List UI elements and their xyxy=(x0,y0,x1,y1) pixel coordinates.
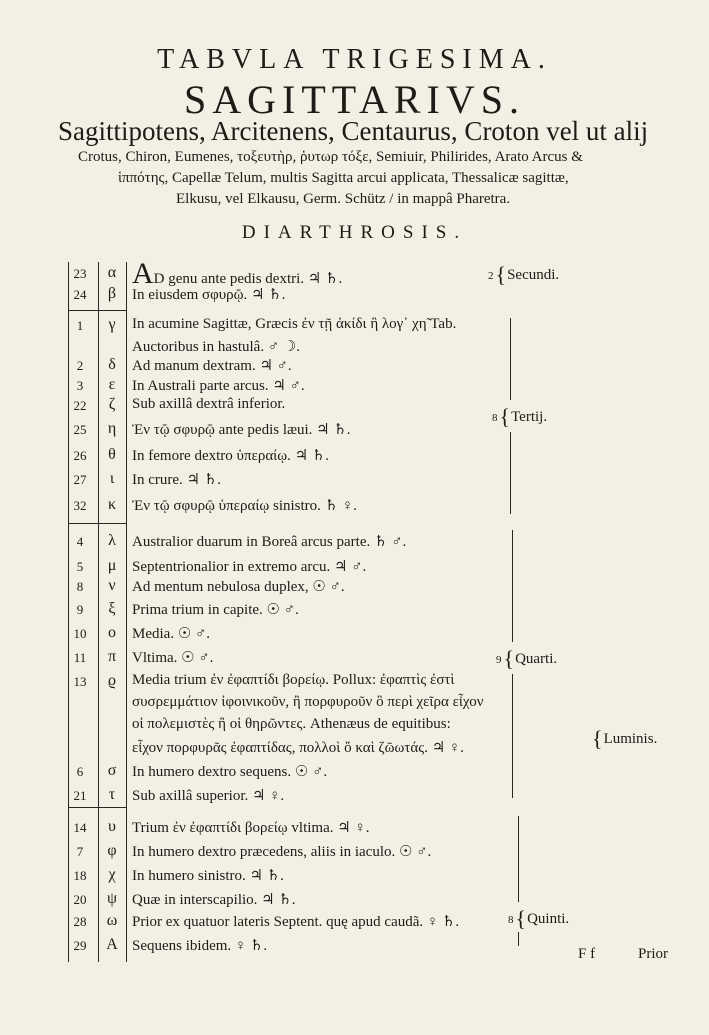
catalog-number: 11 xyxy=(73,650,87,665)
catalog-number: 3 xyxy=(76,378,84,393)
group-label: Quinti. xyxy=(527,911,570,927)
catalog-number: 21 xyxy=(73,788,87,803)
section-heading: DIARTHROSIS. xyxy=(241,222,468,243)
bracket-quinti-top xyxy=(518,816,523,902)
description-text: Australior duarum in Boreâ arcus parte. ♄ ♂. xyxy=(132,534,407,550)
bracket-quarti-top xyxy=(512,530,517,642)
group-label: Secundi. xyxy=(507,267,560,283)
star-description xyxy=(132,672,454,689)
bracket-quinti-bottom xyxy=(518,932,523,946)
group-quarti xyxy=(496,646,557,672)
catalog-number: 4 xyxy=(76,534,84,549)
catalog-number: 5 xyxy=(76,559,84,574)
star-letter: μ xyxy=(107,557,117,574)
star-letter: ε xyxy=(108,376,116,393)
star-letter: χ xyxy=(108,866,116,883)
star-letter: φ xyxy=(107,842,117,859)
group-tertij xyxy=(492,404,547,430)
star-description xyxy=(132,818,369,837)
catalog-number: 32 xyxy=(73,498,87,513)
description-text: Trium ἐν ἐφαπτίδι βορείῳ vltima. ♃ ♀. xyxy=(132,820,370,836)
star-letter: ϱ xyxy=(107,672,117,689)
star-description xyxy=(132,786,284,805)
description-text: Vltima. ☉ ♂. xyxy=(132,650,214,666)
catalog-number: 8 xyxy=(76,579,84,594)
star-letter: θ xyxy=(108,446,116,463)
catalog-number: 14 xyxy=(73,820,87,835)
star-letter: ν xyxy=(108,577,116,594)
bracket-tertij-bottom xyxy=(510,432,515,514)
synonyms-line-2: Crotus, Chiron, Eumenes, τοξευτὴρ, ῥυτωρ τόξε, Semiuir, Philirides, Arato Arcus & xyxy=(78,149,583,165)
catalog-number: 20 xyxy=(73,892,87,907)
star-description xyxy=(132,532,406,551)
description-text: Ἐν τῷ σφυρῷ ὑπεραίῳ sinistro. ♄ ♀. xyxy=(132,498,357,514)
star-letter: υ xyxy=(108,818,116,835)
star-description xyxy=(132,624,210,643)
star-description xyxy=(132,496,357,515)
description-text: Septentrionalior in extremo arcu. ♃ ♂. xyxy=(132,559,367,575)
group-label: Tertij. xyxy=(511,409,548,425)
star-description xyxy=(132,337,300,356)
star-letter: σ xyxy=(107,762,117,779)
description-text: In humero dextro sequens. ☉ ♂. xyxy=(132,764,328,780)
star-letter: λ xyxy=(108,532,116,549)
star-letter: η xyxy=(107,420,117,437)
description-text: In Australi parte arcus. ♃ ♂. xyxy=(132,378,305,394)
description-text: Auctoribus in hastulâ. ♂ ☽. xyxy=(132,339,301,355)
catalog-number: 9 xyxy=(76,602,84,617)
star-letter: ξ xyxy=(108,600,116,617)
catalog-number: 23 xyxy=(73,266,87,281)
star-letter: α xyxy=(107,264,117,281)
star-letter: ζ xyxy=(108,396,116,413)
signature-mark: F f xyxy=(578,946,596,962)
star-description xyxy=(132,694,484,711)
star-description xyxy=(132,396,285,413)
description-text: Media. ☉ ♂. xyxy=(132,626,211,642)
star-letter: π xyxy=(107,648,117,665)
star-description xyxy=(132,285,285,304)
catalog-number: 29 xyxy=(73,938,87,953)
star-description xyxy=(132,866,284,885)
catalog-number: 27 xyxy=(73,472,87,487)
table-group-divider-1 xyxy=(68,310,126,311)
star-description xyxy=(132,842,431,861)
star-description xyxy=(132,316,456,333)
star-description xyxy=(132,470,221,489)
group-quinti xyxy=(508,906,569,932)
star-letter: β xyxy=(107,285,117,302)
star-description xyxy=(132,577,345,596)
catalog-number: 13 xyxy=(73,674,87,689)
catchword: Prior xyxy=(638,946,668,962)
description-text: In acumine Sagittæ, Græcis ἐν τῇ ἀκίδι ἣ λογ᾽ χη̃ Tab. xyxy=(132,316,457,332)
synonyms-line-3: ἱππότης, Capellæ Telum, multis Sagitta arcui applicata, Thessalicæ sagittæ, xyxy=(118,170,569,186)
description-text: Ad mentum nebulosa duplex, ☉ ♂. xyxy=(132,579,345,595)
group-secundi xyxy=(488,262,559,288)
table-rule-sym xyxy=(126,262,127,962)
star-description xyxy=(132,446,329,465)
star-letter: ω xyxy=(106,912,118,929)
catalog-number: 25 xyxy=(73,422,87,437)
star-letter: δ xyxy=(108,356,116,373)
luminis-text: Luminis. xyxy=(603,731,658,747)
description-text: Quæ in interscapilio. ♃ ♄. xyxy=(132,892,296,908)
description-text: In humero dextro præcedens, aliis in iaculo. ☉ ♂. xyxy=(132,844,432,860)
curly-brace-icon: { xyxy=(592,726,603,751)
star-description xyxy=(132,648,213,667)
description-text: συσρεμμάτιον ἰφοινικοῦν, ἢ πορφυροῦν ὃ περὶ χεῖρα εἶχον xyxy=(132,694,484,710)
star-description xyxy=(132,912,459,931)
star-description xyxy=(132,420,351,439)
description-text: Ἐν τῷ σφυρῷ ante pedis læui. ♃ ♄. xyxy=(132,422,351,438)
catalog-number: 18 xyxy=(73,868,87,883)
description-text: εἶχον πορφυρᾶς ἐφαπτίδας, πολλοὶ ὅ καὶ ζῶωτάς. ♃ ♀. xyxy=(132,740,464,756)
bracket-tertij-top xyxy=(510,318,515,400)
star-letter: κ xyxy=(107,496,117,513)
catalog-number: 10 xyxy=(73,626,87,641)
table-group-divider-3 xyxy=(68,807,126,808)
description-text: In femore dextro ὑπεραίῳ. ♃ ♄. xyxy=(132,448,329,464)
description-text: In eiusdem σφυρῷ. ♃ ♄. xyxy=(132,287,286,303)
description-text: οἱ πολεμιστὲς ἢ οἱ θηρῶντες. Athenæus de equitibus: xyxy=(132,716,451,732)
curly-brace-icon: { xyxy=(499,404,511,429)
plate-title: TABVLA TRIGESIMA. xyxy=(157,44,552,75)
curly-brace-icon: { xyxy=(495,262,507,287)
group-count: 9 xyxy=(496,654,502,666)
star-description xyxy=(132,890,296,909)
description-text: Sequens ibidem. ♀ ♄. xyxy=(132,938,268,954)
star-description xyxy=(132,738,464,757)
star-description xyxy=(132,600,299,619)
catalog-number: 1 xyxy=(76,318,84,333)
group-count: 2 xyxy=(488,270,494,282)
star-letter: ψ xyxy=(106,890,117,907)
group-count: 8 xyxy=(492,412,498,424)
star-description xyxy=(132,936,267,955)
curly-brace-icon: { xyxy=(503,646,515,671)
star-description xyxy=(132,716,451,733)
constellation-title: SAGITTARIVS. xyxy=(183,77,526,122)
description-text: Sub axillâ superior. ♃ ♀. xyxy=(132,788,285,804)
description-text: Prima trium in capite. ☉ ♂. xyxy=(132,602,299,618)
description-text: Prior ex quatuor lateris Septent. quę apud caudã. ♀ ♄. xyxy=(132,914,460,930)
star-letter: A xyxy=(106,936,118,953)
star-description xyxy=(132,376,305,395)
synonyms-line-4: Elkusu, vel Elkausu, Germ. Schütz / in mappâ Pharetra. xyxy=(176,191,511,207)
description-text: In crure. ♃ ♄. xyxy=(132,472,221,488)
curly-brace-icon: { xyxy=(515,906,527,931)
description-text: Ad manum dextram. ♃ ♂. xyxy=(132,358,292,374)
description-text: Media trium ἐν ἐφαπτίδι βορείῳ. Pollux: ἐφαπτὶς ἐστὶ xyxy=(132,672,455,688)
catalog-number: 24 xyxy=(73,287,87,302)
luminis-label xyxy=(592,726,657,752)
bracket-quarti-bottom xyxy=(512,674,517,798)
catalog-number: 26 xyxy=(73,448,87,463)
catalog-number: 7 xyxy=(76,844,84,859)
catalog-number: 6 xyxy=(76,764,84,779)
catalog-number: 2 xyxy=(76,358,84,373)
star-description xyxy=(132,557,366,576)
description-text: Sub axillâ dextrâ inferior. xyxy=(132,396,286,412)
catalog-number: 28 xyxy=(73,914,87,929)
description-text: In humero sinistro. ♃ ♄. xyxy=(132,868,284,884)
star-letter: ι xyxy=(109,470,115,487)
star-letter: γ xyxy=(108,316,116,333)
drop-capital: A xyxy=(132,257,154,290)
star-description xyxy=(132,356,292,375)
synonyms-line-1: Sagittipotens, Arcitenens, Centaurus, Croton vel ut alij xyxy=(58,116,649,146)
table-group-divider-2 xyxy=(68,523,126,524)
catalog-number: 22 xyxy=(73,398,87,413)
group-count: 8 xyxy=(508,914,514,926)
group-label: Quarti. xyxy=(515,651,558,667)
star-description xyxy=(132,762,327,781)
star-letter: τ xyxy=(108,786,116,803)
description-text: D genu ante pedis dextri. ♃ ♄. xyxy=(153,271,343,287)
star-letter: ο xyxy=(108,624,116,641)
